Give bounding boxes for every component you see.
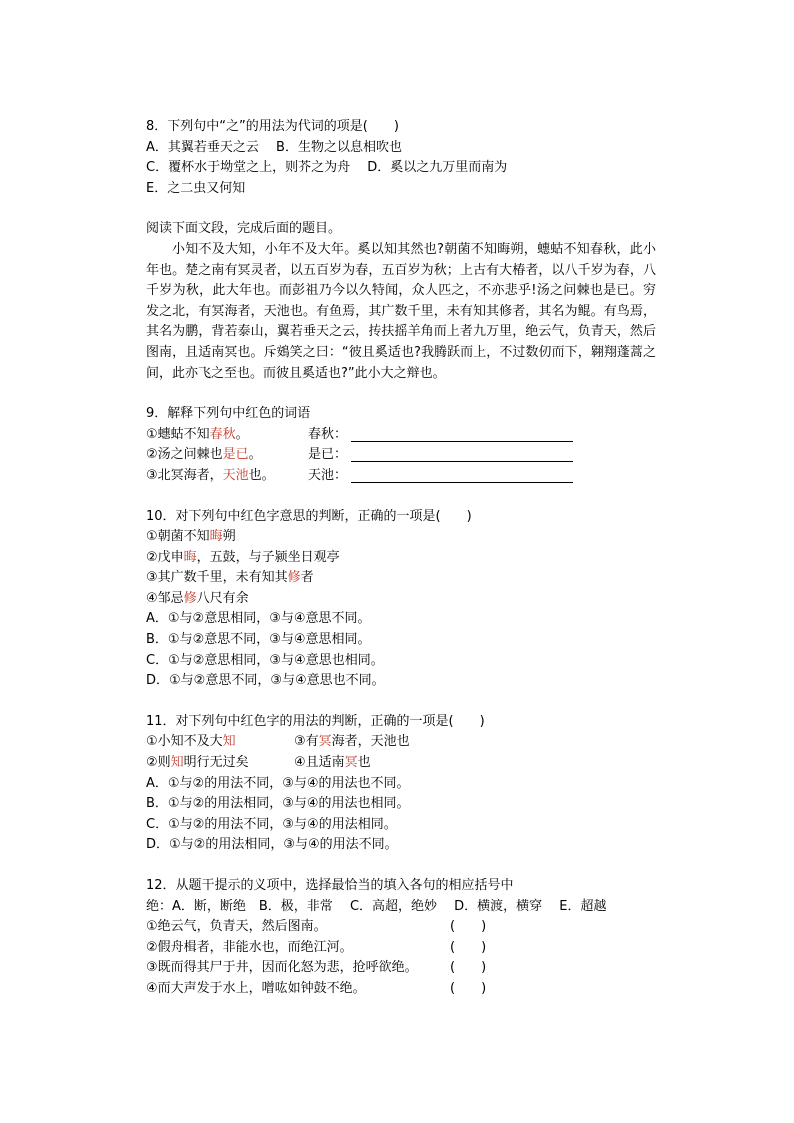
q10-option: C．①与②意思相同，③与④意思也相同。 [146,652,384,668]
answer-paren[interactable]: ( ) [450,919,487,935]
q11-option: D．①与②的用法相同，③与④的用法不同。 [146,837,398,853]
q12-item: ③既而得其尸于井，因而化怒为悲，抢呼欲绝。 ( ) [146,958,656,979]
highlighted-word: 修 [287,570,301,586]
q8-option: E．之二虫又何知 [146,180,246,196]
reading-passage: 小知不及大知，小年不及大年。奚以知其然也?朝菌不知晦朔，蟪蛄不知春秋，此小年也。楚之南有冥灵者，以五百岁为春，五百岁为秋；上古有大椿者，以八千岁为春，八千岁为秋，此大年也。而彭祖乃今以久特闻，众人匹之，不亦悲乎!汤之问棘也是已。穷发之北，有冥海者，天池也。有鱼焉，其广数千里，未有知其修者，其名为鲲。有鸟焉，其名为鹏，背若泰山，翼若垂天之云，抟扶摇羊角而上者九万里，绝云气，负青天，然后图南，且适南冥也。斥鴳笑之曰：“彼且奚适也?我腾跃而上，不过数仞而下，翱翔蓬蒿之间，此亦飞之至也。而彼且奚适也?”此小大之辩也。 [146,241,656,381]
answer-paren[interactable]: ( ) [450,939,487,955]
q9-stem: 9．解释下列句中红色的词语 [146,406,311,422]
q9-row: ②汤之问棘也是已。 是已： [146,445,656,466]
q11-option: B．①与②的用法相同，③与④的用法也相同。 [146,796,410,812]
highlighted-word: 修 [183,590,197,606]
answer-label: 是已： [308,447,348,463]
q12-item: ①绝云气，负青天，然后图南。 ( ) [146,917,656,938]
highlighted-word: 天池 [222,467,249,483]
q10-stem: 10．对下列句中红色字意思的判断，正确的一项是( ) [146,508,472,524]
q8-option: C．覆杯水于坳堂之上，则芥之为舟 D．奚以之九万里而南为 [146,160,508,176]
q11-pair-row: ①小知不及大知 ③有冥海者，天池也 [146,734,410,750]
q12-item: ④而大声发于水上，噌吰如钟鼓不绝。 ( ) [146,979,656,1000]
answer-paren[interactable]: ( ) [450,980,487,996]
highlighted-word: 春秋 [209,426,236,442]
highlighted-word: 知 [170,755,184,771]
highlighted-word: 晦 [183,549,197,565]
q11-stem: 11．对下列句中红色字的用法的判断，正确的一项是( ) [146,713,485,729]
answer-label: 春秋： [308,426,348,442]
highlighted-word: 冥 [344,755,358,771]
highlighted-word: 知 [222,734,236,750]
q10-option: B．①与②意思不同，③与④意思相同。 [146,632,371,648]
q12-item: ②假舟楫者，非能水也，而绝江河。 ( ) [146,938,656,959]
q11-pair-row: ②则知明行无过矣 ④且适南冥也 [146,755,371,771]
q10-item: ①朝菌不知晦朔 [146,529,236,545]
q11-option: C．①与②的用法不同，③与④的用法相同。 [146,816,397,832]
q10-option: A．①与②意思相同，③与④意思不同。 [146,611,371,627]
highlighted-word: 是已 [222,447,249,463]
answer-label: 天池： [308,467,348,483]
q10-option: D．①与②意思不同，③与④意思也不同。 [146,673,385,689]
answer-paren[interactable]: ( ) [450,960,487,976]
q8-option: A．其翼若垂天之云 B．生物之以息相吹也 [146,139,402,155]
document-page [146,117,656,1000]
q9-row: ③北冥海者，天池也。 天池： [146,466,656,487]
answer-blank[interactable] [351,427,573,442]
answer-blank[interactable] [351,447,573,462]
answer-blank[interactable] [351,468,573,483]
q10-item: ②戊申晦，五鼓，与子颍坐日观亭 [146,549,340,565]
q12-stem: 12．从题干提示的义项中，选择最恰当的填入各句的相应括号中 [146,878,514,893]
reading-instruction: 阅读下面文段，完成后面的题目。 [146,221,342,237]
q9-row: ①蟪蛄不知春秋。 春秋： [146,425,656,446]
q11-option: A．①与②的用法不同，③与④的用法也不同。 [146,775,410,791]
q10-item: ④邹忌修八尺有余 [146,590,249,606]
highlighted-word: 晦 [209,529,223,545]
highlighted-word: 冥 [318,734,332,750]
q8-stem: 8．下列句中“之”的用法为代词的项是( ) [146,119,399,134]
q10-item: ③其广数千里，未有知其修者 [146,570,314,586]
q12-meanings: 绝：A．断，断绝 B．极，非常 C．高超，绝妙 D．横渡，横穿 E．超越 [146,898,607,914]
